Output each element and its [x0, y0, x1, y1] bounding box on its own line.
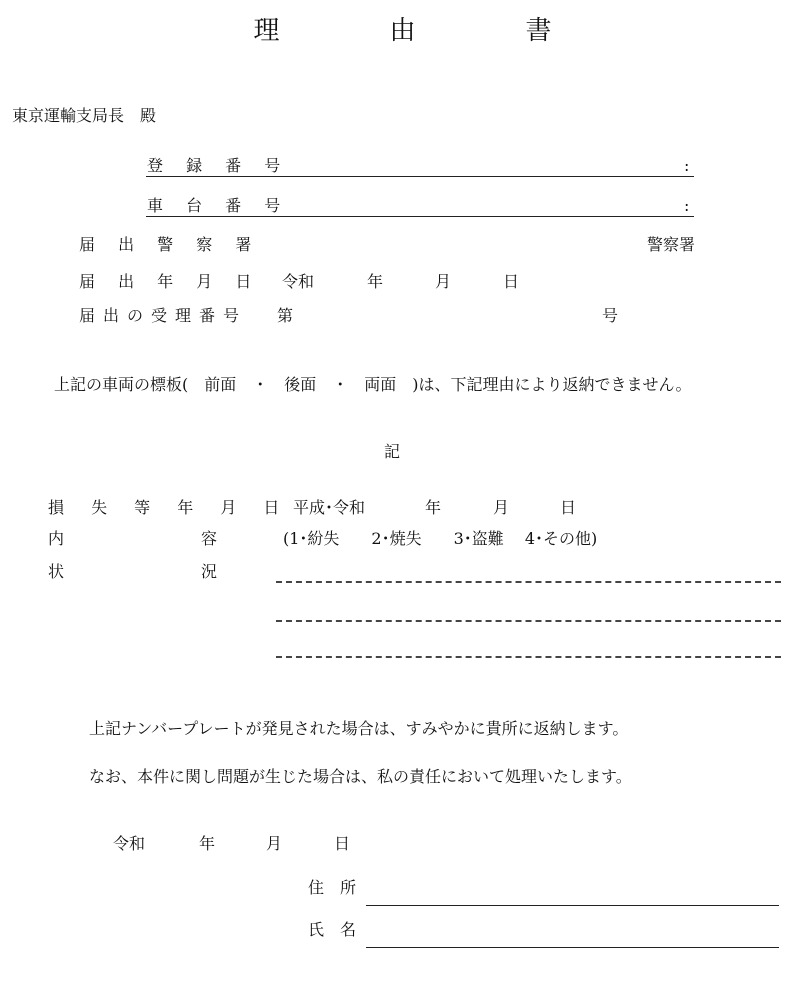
plate-statement: 上記の車両の標板( 前面 ・ 後面 ・ 両面 )は、下記理由により返納できません。 [54, 375, 692, 394]
report-date-month: 月 [435, 272, 452, 291]
content-options[interactable]: (1･紛失 2･焼失 3･盗難 4･その他) [283, 529, 598, 548]
loss-date-era: 平成･令和 [293, 498, 366, 517]
ki-heading: 記 [384, 442, 401, 461]
document-title: 理 由 書 [253, 16, 594, 46]
registration-number-label: 登 録 番 号 [147, 156, 290, 175]
signature-date-month: 月 [266, 834, 283, 853]
content-label-start: 内 [48, 529, 65, 548]
registration-number-field[interactable] [146, 176, 694, 177]
name-field[interactable] [366, 947, 779, 948]
content-label-end: 容 [201, 529, 218, 548]
situation-label-start: 状 [48, 562, 65, 581]
loss-date-year: 年 [425, 498, 442, 517]
loss-date-day: 日 [560, 498, 577, 517]
report-date-label: 届 出 年 月 日 [79, 272, 261, 291]
address-field[interactable] [366, 905, 779, 906]
name-label: 氏 名 [308, 920, 357, 939]
police-station-label: 届 出 警 察 署 [79, 235, 261, 254]
address-label: 住 所 [308, 878, 357, 897]
police-station-suffix: 警察署 [647, 235, 696, 254]
chassis-number-field[interactable] [146, 216, 694, 217]
report-date-year: 年 [367, 272, 384, 291]
chassis-number-label: 車 台 番 号 [147, 196, 290, 215]
receipt-number-prefix: 第 [277, 306, 294, 325]
signature-date-era: 令和 [113, 834, 146, 853]
report-date-day: 日 [503, 272, 520, 291]
situation-label-end: 況 [201, 562, 218, 581]
addressee: 東京運輸支局長 殿 [12, 106, 157, 125]
note-return-plate: 上記ナンバープレートが発見された場合は、すみやかに貴所に返納します。 [89, 719, 629, 738]
loss-date-month: 月 [493, 498, 510, 517]
receipt-number-label: 届出の受理番号 [79, 306, 248, 325]
note-responsibility: なお、本件に関し問題が生じた場合は、私の責任において処理いたします。 [89, 767, 632, 786]
situation-line-1[interactable] [276, 581, 781, 583]
signature-date-year: 年 [199, 834, 216, 853]
registration-number-colon: : [684, 156, 690, 175]
loss-date-label: 損 失 等 年 月 日 [48, 498, 291, 517]
signature-date-day: 日 [334, 834, 351, 853]
chassis-number-colon: : [684, 196, 690, 215]
situation-line-3[interactable] [276, 656, 781, 658]
receipt-number-suffix: 号 [602, 306, 619, 325]
report-date-era: 令和 [282, 272, 315, 291]
situation-line-2[interactable] [276, 620, 781, 622]
